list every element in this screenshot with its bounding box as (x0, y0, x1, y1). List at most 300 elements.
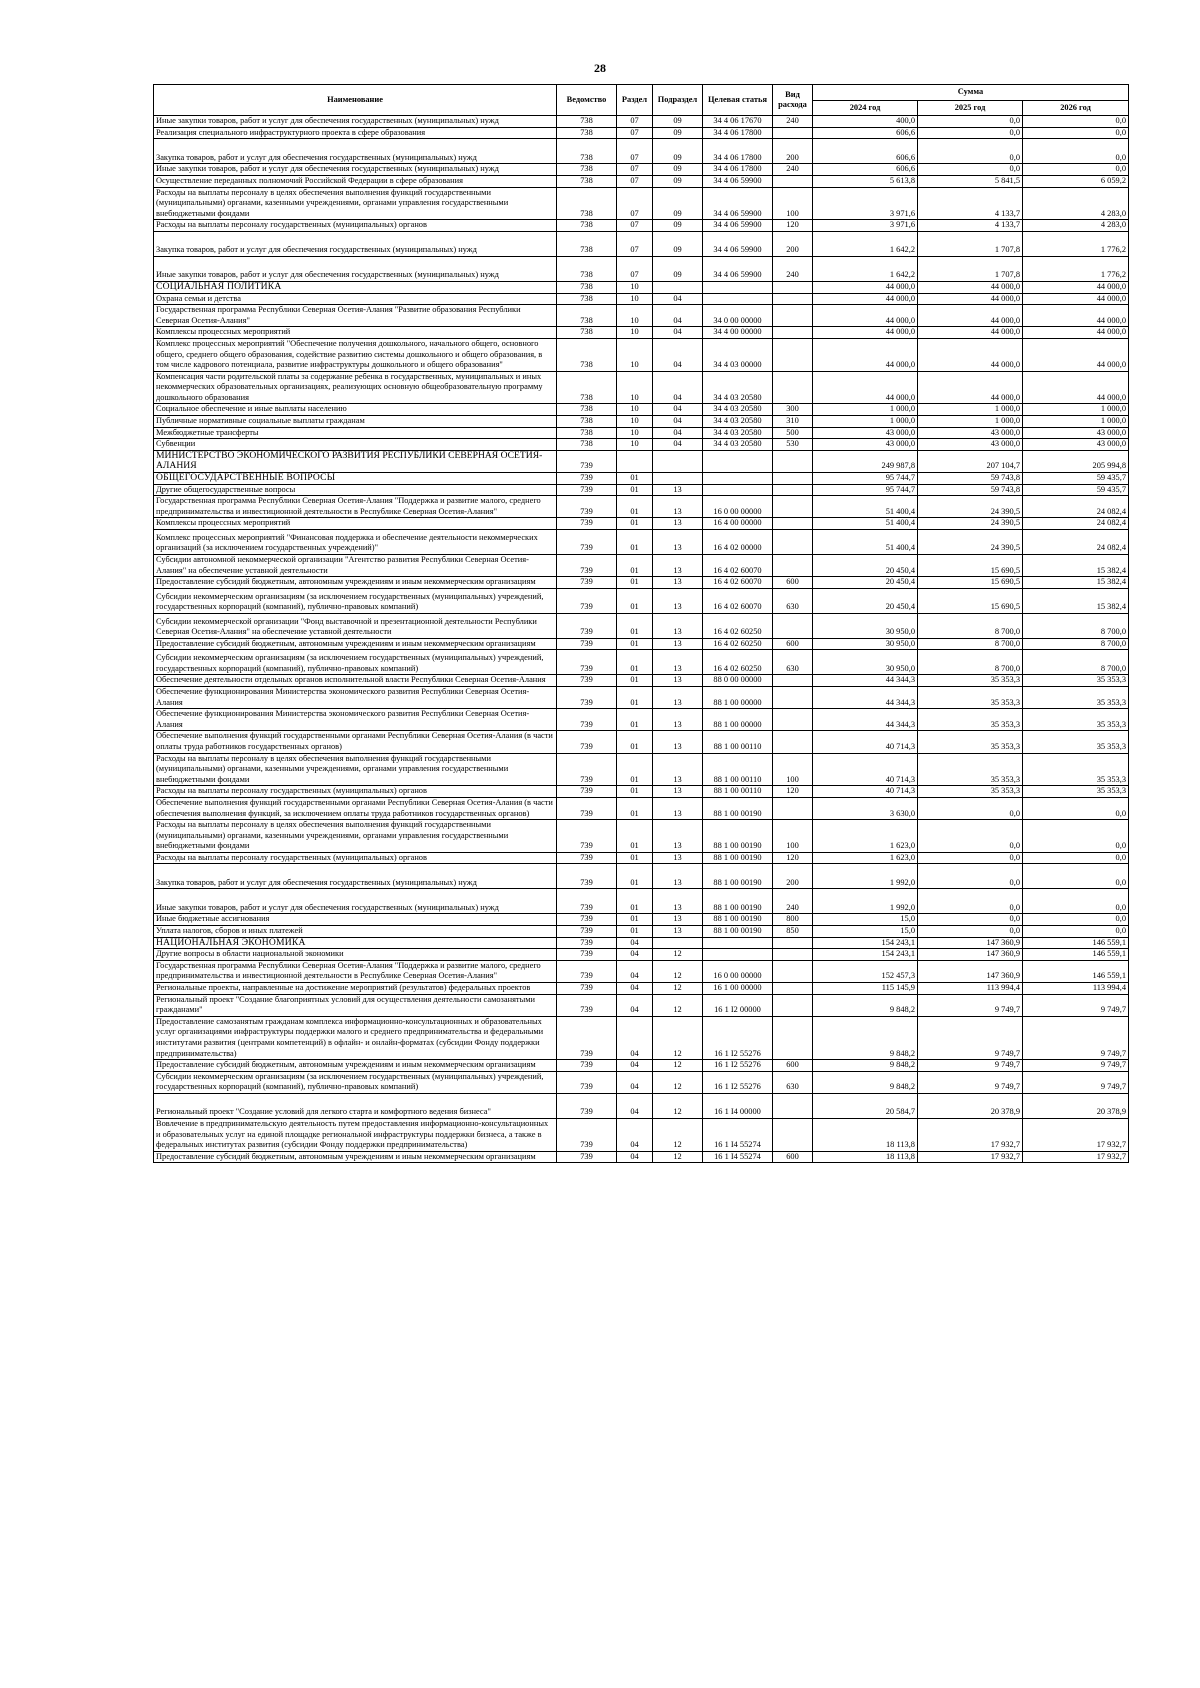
row-sum-2025: 59 743,8 (918, 484, 1023, 496)
row-name: Обеспечение функционирования Министерства экономического развития Республики Северная Осетия-Алания (154, 686, 557, 708)
row-subsection: 09 (653, 164, 703, 176)
row-department: 739 (557, 473, 617, 485)
row-target-article: 16 1 00 00000 (703, 983, 773, 995)
row-target-article: 16 1 I2 55276 (703, 1016, 773, 1059)
row-expense-type: 100 (773, 753, 813, 786)
row-name: Предоставление самозанятым гражданам комплекса информационно-консультационных и образовательных услуг организациями инфраструктуры поддержки малого и среднего предпринимательства и федеральными институтами развития (центрами компетенций) в офлайн- и онлайн-форматах (субсидии Фонду поддержки предпринимательства) (154, 1016, 557, 1059)
row-name: Комплекс процессных мероприятий "Финансовая поддержка и обеспечение деятельности некоммерческих организаций (за исключением государственных учреждений)" (154, 530, 557, 555)
row-sum-2026: 43 000,0 (1023, 439, 1129, 451)
row-sum-2024: 44 344,3 (813, 709, 918, 731)
row-subsection: 13 (653, 753, 703, 786)
row-subsection (653, 937, 703, 949)
row-sum-2026: 9 749,7 (1023, 994, 1129, 1016)
row-section: 01 (617, 852, 653, 864)
row-department: 738 (557, 281, 617, 293)
row-target-article: 88 1 00 00190 (703, 864, 773, 889)
row-subsection: 09 (653, 220, 703, 232)
row-sum-2024: 9 848,2 (813, 1071, 918, 1093)
row-department: 739 (557, 820, 617, 853)
row-name: НАЦИОНАЛЬНАЯ ЭКОНОМИКА (154, 937, 557, 949)
row-sum-2025: 24 390,5 (918, 496, 1023, 518)
row-section: 07 (617, 116, 653, 128)
row-name: Закупка товаров, работ и услуг для обеспечения государственных (муниципальных) нужд (154, 864, 557, 889)
row-sum-2026: 44 000,0 (1023, 327, 1129, 339)
header-name: Наименование (154, 85, 557, 116)
table-row (154, 439, 1129, 451)
row-name: Другие общегосударственные вопросы (154, 484, 557, 496)
row-subsection: 13 (653, 555, 703, 577)
row-sum-2025: 44 000,0 (918, 281, 1023, 293)
row-department: 739 (557, 555, 617, 577)
row-sum-2025: 9 749,7 (918, 994, 1023, 1016)
row-sum-2024: 9 848,2 (813, 1060, 918, 1072)
row-subsection: 12 (653, 1151, 703, 1163)
row-sum-2026: 0,0 (1023, 116, 1129, 128)
row-subsection: 04 (653, 338, 703, 371)
row-subsection: 09 (653, 116, 703, 128)
row-expense-type: 630 (773, 1071, 813, 1093)
row-sum-2024: 5 613,8 (813, 175, 918, 187)
row-sum-2025: 15 690,5 (918, 577, 1023, 589)
row-name: Региональный проект "Создание благоприятных условий для осуществления деятельности самозанятыми гражданами" (154, 994, 557, 1016)
row-target-article: 34 4 03 20580 (703, 416, 773, 428)
row-subsection (653, 281, 703, 293)
row-sum-2026: 15 382,4 (1023, 588, 1129, 613)
row-expense-type (773, 994, 813, 1016)
row-expense-type (773, 555, 813, 577)
row-sum-2026: 0,0 (1023, 852, 1129, 864)
row-expense-type (773, 473, 813, 485)
row-department: 739 (557, 889, 617, 914)
row-name: Расходы на выплаты персоналу в целях обеспечения выполнения функций государственными (муниципальными) органами, казенными учреждениями, органами управления государственными внебюджетными фондами (154, 753, 557, 786)
row-target-article: 88 1 00 00190 (703, 852, 773, 864)
row-sum-2026: 59 435,7 (1023, 484, 1129, 496)
row-department: 739 (557, 530, 617, 555)
row-sum-2024: 15,0 (813, 914, 918, 926)
table-row (154, 327, 1129, 339)
row-sum-2024: 1 623,0 (813, 820, 918, 853)
row-sum-2026: 146 559,1 (1023, 960, 1129, 982)
row-expense-type (773, 293, 813, 305)
table-row (154, 281, 1129, 293)
row-subsection: 13 (653, 613, 703, 638)
table-row (154, 416, 1129, 428)
row-expense-type (773, 1118, 813, 1151)
row-target-article (703, 473, 773, 485)
row-section: 01 (617, 820, 653, 853)
row-section: 10 (617, 338, 653, 371)
row-name: Уплата налогов, сборов и иных платежей (154, 926, 557, 938)
table-row (154, 994, 1129, 1016)
row-subsection: 04 (653, 305, 703, 327)
row-section: 04 (617, 983, 653, 995)
row-department: 738 (557, 231, 617, 256)
row-section: 10 (617, 439, 653, 451)
row-sum-2024: 40 714,3 (813, 731, 918, 753)
table-row (154, 820, 1129, 853)
row-subsection: 13 (653, 731, 703, 753)
table-row (154, 638, 1129, 650)
row-sum-2024: 44 000,0 (813, 293, 918, 305)
row-sum-2026: 4 283,0 (1023, 187, 1129, 220)
row-name: Обеспечение деятельности отдельных органов исполнительной власти Республики Северная Осетия-Алания (154, 675, 557, 687)
row-sum-2024: 400,0 (813, 116, 918, 128)
row-sum-2024: 249 987,8 (813, 450, 918, 472)
row-section: 10 (617, 293, 653, 305)
row-sum-2024: 30 950,0 (813, 650, 918, 675)
row-name: Закупка товаров, работ и услуг для обеспечения государственных (муниципальных) нужд (154, 231, 557, 256)
row-subsection: 12 (653, 1060, 703, 1072)
row-section: 04 (617, 994, 653, 1016)
table-row (154, 960, 1129, 982)
row-department: 739 (557, 709, 617, 731)
row-subsection: 12 (653, 1016, 703, 1059)
row-sum-2024: 1 000,0 (813, 404, 918, 416)
row-subsection: 13 (653, 530, 703, 555)
row-sum-2024: 43 000,0 (813, 439, 918, 451)
row-sum-2025: 0,0 (918, 127, 1023, 139)
table-body (154, 116, 1129, 1163)
table-row (154, 797, 1129, 819)
row-expense-type: 240 (773, 116, 813, 128)
row-sum-2024: 115 145,9 (813, 983, 918, 995)
row-expense-type: 240 (773, 889, 813, 914)
row-expense-type: 200 (773, 139, 813, 164)
table-row (154, 473, 1129, 485)
row-department: 739 (557, 518, 617, 530)
row-subsection: 13 (653, 864, 703, 889)
row-department: 739 (557, 650, 617, 675)
row-sum-2025: 0,0 (918, 914, 1023, 926)
row-sum-2026: 146 559,1 (1023, 937, 1129, 949)
row-sum-2025: 17 932,7 (918, 1118, 1023, 1151)
row-section: 01 (617, 484, 653, 496)
table-row (154, 1093, 1129, 1118)
row-department: 739 (557, 994, 617, 1016)
row-name: Социальное обеспечение и иные выплаты населению (154, 404, 557, 416)
row-sum-2025: 43 000,0 (918, 427, 1023, 439)
header-year-2026: 2026 год (1023, 100, 1129, 116)
row-department: 739 (557, 731, 617, 753)
row-sum-2026: 9 749,7 (1023, 1016, 1129, 1059)
table-row (154, 555, 1129, 577)
row-department: 738 (557, 327, 617, 339)
row-sum-2025: 4 133,7 (918, 220, 1023, 232)
table-row (154, 175, 1129, 187)
row-sum-2024: 152 457,3 (813, 960, 918, 982)
header-subsection: Подраздел (653, 85, 703, 116)
row-sum-2026: 35 353,3 (1023, 786, 1129, 798)
row-department: 738 (557, 416, 617, 428)
row-target-article: 34 4 00 00000 (703, 327, 773, 339)
row-name: Публичные нормативные социальные выплаты гражданам (154, 416, 557, 428)
row-target-article: 16 1 I2 55276 (703, 1060, 773, 1072)
row-target-article: 34 4 06 17800 (703, 127, 773, 139)
table-row (154, 116, 1129, 128)
row-sum-2026: 0,0 (1023, 926, 1129, 938)
row-target-article: 16 4 02 60250 (703, 613, 773, 638)
row-sum-2026: 35 353,3 (1023, 709, 1129, 731)
row-sum-2026: 8 700,0 (1023, 638, 1129, 650)
table-row (154, 231, 1129, 256)
row-subsection (653, 473, 703, 485)
row-sum-2026: 0,0 (1023, 820, 1129, 853)
row-section: 01 (617, 753, 653, 786)
row-sum-2024: 9 848,2 (813, 994, 918, 1016)
row-sum-2026: 8 700,0 (1023, 650, 1129, 675)
row-sum-2026: 9 749,7 (1023, 1060, 1129, 1072)
row-subsection: 12 (653, 994, 703, 1016)
row-subsection: 13 (653, 650, 703, 675)
table-header (154, 85, 1129, 116)
row-name: Региональный проект "Создание условий для легкого старта и комфортного ведения бизнеса" (154, 1093, 557, 1118)
row-name: Иные закупки товаров, работ и услуг для обеспечения государственных (муниципальных) нужд (154, 889, 557, 914)
row-sum-2025: 44 000,0 (918, 305, 1023, 327)
row-sum-2026: 44 000,0 (1023, 371, 1129, 404)
row-sum-2024: 1 992,0 (813, 864, 918, 889)
row-department: 739 (557, 638, 617, 650)
row-expense-type: 600 (773, 638, 813, 650)
row-target-article: 88 1 00 00110 (703, 786, 773, 798)
row-sum-2024: 20 450,4 (813, 555, 918, 577)
row-sum-2026: 1 000,0 (1023, 404, 1129, 416)
row-sum-2025: 0,0 (918, 116, 1023, 128)
row-name: Субсидии некоммерческим организациям (за исключением государственных (муниципальных) учреждений, государственных корпораций (компаний), публично-правовых компаний) (154, 588, 557, 613)
row-department: 739 (557, 484, 617, 496)
table-row (154, 371, 1129, 404)
row-sum-2026: 0,0 (1023, 139, 1129, 164)
row-subsection: 12 (653, 983, 703, 995)
row-name: СОЦИАЛЬНАЯ ПОЛИТИКА (154, 281, 557, 293)
row-subsection: 13 (653, 820, 703, 853)
row-sum-2024: 9 848,2 (813, 1016, 918, 1059)
row-name: Расходы на выплаты персоналу в целях обеспечения выполнения функций государственными (муниципальными) органами, казенными учреждениями, органами управления государственными внебюджетными фондами (154, 187, 557, 220)
row-name: Иные закупки товаров, работ и услуг для обеспечения государственных (муниципальных) нужд (154, 116, 557, 128)
row-name: Государственная программа Республики Северная Осетия-Алания "Развитие образования Республики Северная Осетия-Алания" (154, 305, 557, 327)
row-sum-2025: 1 000,0 (918, 404, 1023, 416)
row-sum-2025: 44 000,0 (918, 293, 1023, 305)
row-sum-2026: 44 000,0 (1023, 293, 1129, 305)
row-subsection: 12 (653, 1093, 703, 1118)
row-department: 738 (557, 175, 617, 187)
row-target-article: 16 0 00 00000 (703, 960, 773, 982)
row-sum-2026: 17 932,7 (1023, 1151, 1129, 1163)
row-expense-type (773, 450, 813, 472)
row-name: Компенсация части родительской платы за содержание ребенка в государственных, муниципальных и иных некоммерческих образовательных организациях, реализующих основную общеобразовательную программу дошкольного образования (154, 371, 557, 404)
row-subsection: 04 (653, 416, 703, 428)
row-sum-2025: 1 707,8 (918, 256, 1023, 281)
row-section: 07 (617, 256, 653, 281)
row-sum-2024: 44 000,0 (813, 327, 918, 339)
row-target-article: 88 1 00 00110 (703, 753, 773, 786)
table-row (154, 889, 1129, 914)
row-expense-type (773, 496, 813, 518)
row-section: 07 (617, 127, 653, 139)
row-department: 739 (557, 1071, 617, 1093)
row-target-article: 16 1 I2 55276 (703, 1071, 773, 1093)
row-department: 739 (557, 960, 617, 982)
row-sum-2026: 17 932,7 (1023, 1118, 1129, 1151)
row-subsection: 04 (653, 427, 703, 439)
table-row (154, 484, 1129, 496)
row-sum-2025: 35 353,3 (918, 675, 1023, 687)
row-sum-2025: 4 133,7 (918, 187, 1023, 220)
row-section: 01 (617, 638, 653, 650)
row-sum-2024: 20 450,4 (813, 588, 918, 613)
row-sum-2024: 154 243,1 (813, 937, 918, 949)
row-sum-2024: 44 000,0 (813, 371, 918, 404)
row-department: 738 (557, 338, 617, 371)
row-target-article: 34 4 06 59900 (703, 187, 773, 220)
row-sum-2024: 44 344,3 (813, 675, 918, 687)
row-name: Предоставление субсидий бюджетным, автономным учреждениям и иным некоммерческим организациям (154, 1151, 557, 1163)
row-target-article (703, 281, 773, 293)
row-expense-type (773, 371, 813, 404)
table-row (154, 786, 1129, 798)
row-sum-2024: 40 714,3 (813, 786, 918, 798)
table-row (154, 650, 1129, 675)
row-section: 07 (617, 175, 653, 187)
row-expense-type: 630 (773, 588, 813, 613)
row-department: 738 (557, 116, 617, 128)
row-name: ОБЩЕГОСУДАРСТВЕННЫЕ ВОПРОСЫ (154, 473, 557, 485)
row-expense-type: 300 (773, 404, 813, 416)
row-section: 10 (617, 281, 653, 293)
row-sum-2024: 30 950,0 (813, 638, 918, 650)
row-department: 739 (557, 1016, 617, 1059)
row-target-article (703, 949, 773, 961)
row-sum-2025: 15 690,5 (918, 588, 1023, 613)
table-row (154, 139, 1129, 164)
row-sum-2024: 20 584,7 (813, 1093, 918, 1118)
row-sum-2024: 1 642,2 (813, 256, 918, 281)
row-section: 04 (617, 1071, 653, 1093)
row-expense-type: 200 (773, 864, 813, 889)
row-name: Субвенции (154, 439, 557, 451)
row-target-article: 88 1 00 00190 (703, 797, 773, 819)
row-sum-2024: 1 000,0 (813, 416, 918, 428)
row-sum-2024: 40 714,3 (813, 753, 918, 786)
row-target-article (703, 484, 773, 496)
row-department: 738 (557, 293, 617, 305)
row-name: Вовлечение в предпринимательскую деятельность путем предоставления информационно-консультационных и образовательных услуг на единой площадке региональной инфраструктуры поддержки бизнеса, а также в федеральных институтах развития (субсидии Фонду поддержки предпринимательства) (154, 1118, 557, 1151)
row-department: 739 (557, 450, 617, 472)
row-department: 738 (557, 187, 617, 220)
row-expense-type: 120 (773, 220, 813, 232)
row-department: 739 (557, 1151, 617, 1163)
row-target-article: 16 1 I4 55274 (703, 1151, 773, 1163)
row-section: 01 (617, 473, 653, 485)
row-sum-2025: 113 994,4 (918, 983, 1023, 995)
table-row (154, 709, 1129, 731)
row-subsection: 13 (653, 496, 703, 518)
row-department: 738 (557, 427, 617, 439)
table-row (154, 427, 1129, 439)
row-sum-2024: 18 113,8 (813, 1151, 918, 1163)
row-subsection: 12 (653, 949, 703, 961)
row-name: Предоставление субсидий бюджетным, автономным учреждениям и иным некоммерческим организациям (154, 577, 557, 589)
row-name: Комплексы процессных мероприятий (154, 518, 557, 530)
row-expense-type (773, 960, 813, 982)
row-sum-2025: 9 749,7 (918, 1060, 1023, 1072)
row-expense-type (773, 675, 813, 687)
row-name: Иные закупки товаров, работ и услуг для обеспечения государственных (муниципальных) нужд (154, 256, 557, 281)
row-section: 01 (617, 686, 653, 708)
row-section: 01 (617, 709, 653, 731)
row-department: 738 (557, 164, 617, 176)
row-expense-type: 240 (773, 256, 813, 281)
row-sum-2026: 1 776,2 (1023, 231, 1129, 256)
row-name: Субсидии некоммерческим организациям (за исключением государственных (муниципальных) учреждений, государственных корпораций (компаний), публично-правовых компаний) (154, 1071, 557, 1093)
row-target-article: 34 4 06 17800 (703, 139, 773, 164)
row-sum-2024: 3 971,6 (813, 220, 918, 232)
table-row (154, 852, 1129, 864)
table-row (154, 753, 1129, 786)
row-sum-2025: 17 932,7 (918, 1151, 1023, 1163)
row-section: 04 (617, 1060, 653, 1072)
row-section: 07 (617, 139, 653, 164)
table-row (154, 305, 1129, 327)
row-section: 10 (617, 404, 653, 416)
row-department: 738 (557, 371, 617, 404)
row-target-article: 88 1 00 00110 (703, 731, 773, 753)
row-target-article: 16 4 02 60070 (703, 555, 773, 577)
row-sum-2024: 30 950,0 (813, 613, 918, 638)
row-target-article: 16 4 00 00000 (703, 518, 773, 530)
header-expense-type: Вид расхода (773, 85, 813, 116)
header-department: Ведомство (557, 85, 617, 116)
row-sum-2024: 95 744,7 (813, 484, 918, 496)
row-name: Иные закупки товаров, работ и услуг для обеспечения государственных (муниципальных) нужд (154, 164, 557, 176)
row-target-article (703, 450, 773, 472)
row-section: 04 (617, 937, 653, 949)
row-section: 04 (617, 1118, 653, 1151)
row-expense-type (773, 686, 813, 708)
row-sum-2025: 24 390,5 (918, 530, 1023, 555)
row-name: Комплекс процессных мероприятий "Обеспечение получения дошкольного, начального общего, основного общего, среднего общего образования, содействие развитию системы дошкольного и общего образования, в том числе кадрового потенциала, развитие инфраструктуры дошкольного и общего образования" (154, 338, 557, 371)
row-sum-2026: 35 353,3 (1023, 753, 1129, 786)
row-target-article: 16 4 02 60250 (703, 638, 773, 650)
table-row (154, 496, 1129, 518)
row-subsection: 13 (653, 638, 703, 650)
row-department: 738 (557, 220, 617, 232)
row-section: 04 (617, 1016, 653, 1059)
row-subsection: 04 (653, 293, 703, 305)
row-target-article: 16 0 00 00000 (703, 496, 773, 518)
row-expense-type (773, 983, 813, 995)
row-name: Региональные проекты, направленные на достижение мероприятий (результатов) федеральных проектов (154, 983, 557, 995)
row-target-article: 34 4 03 20580 (703, 439, 773, 451)
row-name: Расходы на выплаты персоналу государственных (муниципальных) органов (154, 852, 557, 864)
row-expense-type (773, 797, 813, 819)
row-subsection: 09 (653, 256, 703, 281)
table-row (154, 1071, 1129, 1093)
row-section: 07 (617, 164, 653, 176)
row-target-article: 88 1 00 00190 (703, 914, 773, 926)
row-target-article: 34 4 06 17800 (703, 164, 773, 176)
table-row (154, 1118, 1129, 1151)
row-target-article (703, 937, 773, 949)
header-sum: Сумма (813, 85, 1129, 101)
row-department: 739 (557, 983, 617, 995)
row-name: Комплексы процессных мероприятий (154, 327, 557, 339)
row-section: 07 (617, 231, 653, 256)
row-sum-2026: 6 059,2 (1023, 175, 1129, 187)
row-subsection: 09 (653, 139, 703, 164)
row-expense-type: 240 (773, 164, 813, 176)
row-subsection (653, 450, 703, 472)
row-sum-2025: 44 000,0 (918, 338, 1023, 371)
